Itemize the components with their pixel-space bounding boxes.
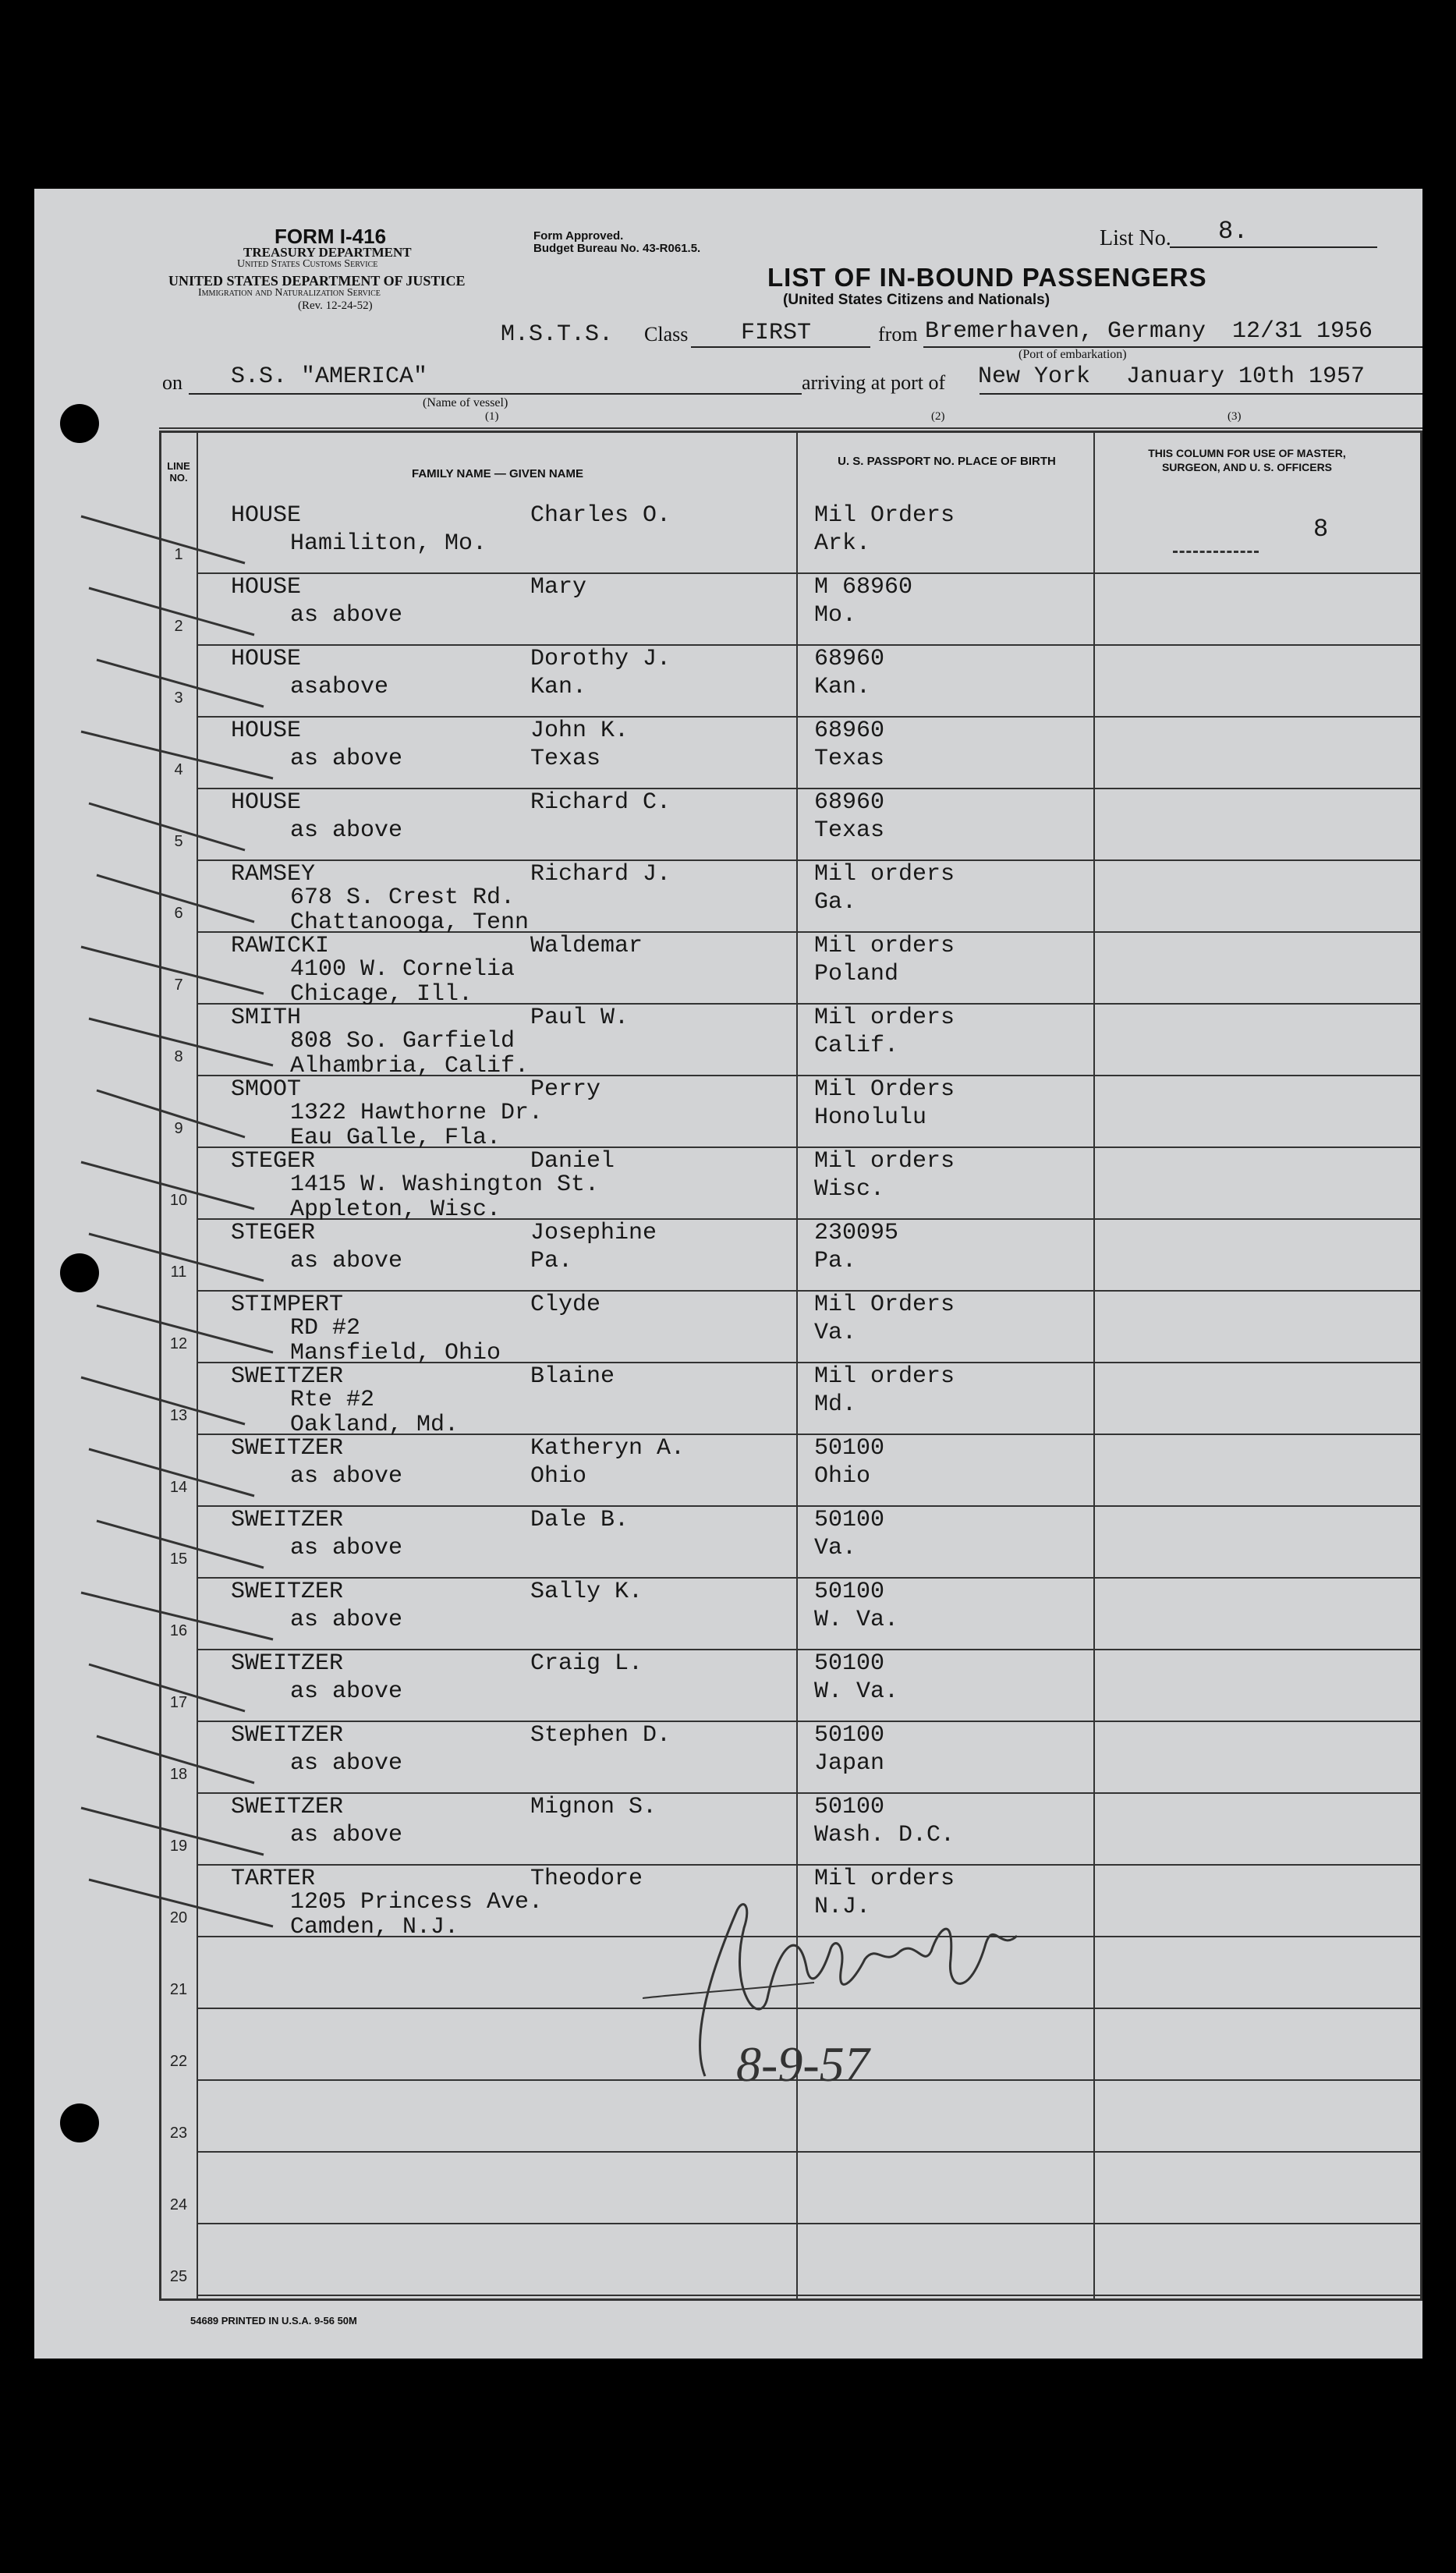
row-family-name: SWEITZER: [231, 1507, 344, 1533]
row-divider: [197, 2295, 1422, 2296]
row-line-number: 18: [169, 1766, 188, 1783]
margin-tick: [97, 1090, 245, 1137]
row-line-number: 8: [174, 1048, 183, 1065]
margin-tick: [81, 732, 273, 778]
row-passport-no: 68960: [814, 646, 885, 672]
port-embark-caption: (Port of embarkation): [1018, 348, 1127, 361]
embark-date: 12/31 1956: [1232, 318, 1373, 345]
row-passport-no: Mil Orders: [814, 502, 955, 529]
row-address-2: Pa.: [530, 1248, 573, 1274]
dept-treasury: TREASURY DEPARTMENT: [243, 245, 412, 260]
row-address-1: 678 S. Crest Rd.: [290, 884, 515, 911]
row-family-name: HOUSE: [231, 646, 302, 672]
row-family-name: SWEITZER: [231, 1435, 344, 1462]
margin-tick: [81, 516, 245, 563]
row-line-number: 19: [169, 1838, 188, 1855]
row-family-name: SMITH: [231, 1005, 302, 1031]
row-given-name: Josephine: [530, 1220, 657, 1246]
row-given-name: Sally K.: [530, 1579, 643, 1605]
row-family-name: HOUSE: [231, 718, 302, 744]
vessel-caption: (Name of vessel): [423, 396, 508, 409]
row-divider: [197, 2223, 1422, 2224]
row-place-of-birth: N.J.: [814, 1894, 871, 1920]
row-line-number: 21: [169, 1981, 188, 1998]
row-passport-no: Mil Orders: [814, 1292, 955, 1318]
row-passport-no: 50100: [814, 1650, 885, 1677]
row-given-name: Richard C.: [530, 789, 671, 816]
row-address-1: 4100 W. Cornelia: [290, 956, 515, 983]
row-line-number: 23: [169, 2125, 188, 2142]
row-place-of-birth: Calif.: [814, 1033, 899, 1059]
row-line-number: 20: [169, 1909, 188, 1926]
row-given-name: Theodore: [530, 1866, 643, 1892]
row-address-1: as above: [290, 817, 403, 844]
col3-number: (3): [1228, 410, 1242, 423]
row-line-number: 7: [174, 976, 183, 994]
row-line-number: 4: [174, 761, 183, 778]
list-no-label: List No.: [1100, 226, 1171, 250]
row-given-name: Katheryn A.: [530, 1435, 685, 1462]
row-line-number: 6: [174, 905, 183, 922]
row-family-name: SMOOT: [231, 1076, 302, 1103]
signature-scrawl: [643, 1897, 1126, 2084]
row-address-2: Appleton, Wisc.: [290, 1196, 501, 1223]
col2-number: (2): [931, 410, 945, 423]
col-header-passport: U. S. PASSPORT NO. PLACE OF BIRTH: [838, 455, 1056, 468]
row-divider: [197, 1864, 1422, 1866]
row-place-of-birth: Md.: [814, 1391, 857, 1418]
row-address-1: as above: [290, 1463, 403, 1490]
row-line-number: 13: [169, 1407, 188, 1424]
class-line: [691, 346, 870, 348]
row-address-1: as above: [290, 1678, 403, 1705]
row-family-name: STIMPERT: [231, 1292, 344, 1318]
row-family-name: SWEITZER: [231, 1794, 344, 1820]
row-given-name: Dorothy J.: [530, 646, 671, 672]
row-address-2: Eau Galle, Fla.: [290, 1125, 501, 1151]
list-no-line: [1170, 246, 1377, 248]
row-address-1: as above: [290, 1248, 403, 1274]
row-passport-no: 50100: [814, 1579, 885, 1605]
row-place-of-birth: Poland: [814, 961, 899, 987]
row-place-of-birth: Va.: [814, 1535, 857, 1561]
row-divider: [197, 1290, 1422, 1292]
from-line: [923, 346, 1422, 348]
row-line-number: 14: [169, 1479, 188, 1496]
row-given-name: Clyde: [530, 1292, 601, 1318]
arrival-line: [980, 393, 1422, 395]
vessel-name: S.S. "AMERICA": [231, 363, 428, 390]
row-family-name: HOUSE: [231, 789, 302, 816]
row-passport-no: Mil orders: [814, 861, 955, 888]
on-label: on: [162, 371, 182, 394]
row-address-1: as above: [290, 602, 403, 629]
margin-tick: [97, 660, 264, 707]
vessel-line: [189, 393, 802, 395]
row-line-number: 17: [169, 1694, 188, 1711]
row-address-2: Chattanooga, Tenn: [290, 909, 530, 936]
row-given-name: Perry: [530, 1076, 601, 1103]
row-family-name: RAMSEY: [231, 861, 316, 888]
dept-treasury-sub: United States Customs Service: [237, 258, 378, 270]
row-family-name: TARTER: [231, 1866, 316, 1892]
row-place-of-birth: W. Va.: [814, 1607, 899, 1633]
row-address-2: Texas: [530, 746, 601, 772]
col-header-officers: THIS COLUMN FOR USE OF MASTER, SURGEON, AND U. S. OFFICERS: [1148, 447, 1346, 473]
row-family-name: SWEITZER: [231, 1579, 344, 1605]
class-value: FIRST: [741, 320, 812, 346]
row-passport-no: Mil Orders: [814, 1076, 955, 1103]
row-divider: [197, 1649, 1422, 1650]
dept-justice: UNITED STATES DEPARTMENT OF JUSTICE: [168, 273, 466, 289]
row-line-number: 24: [169, 2196, 188, 2213]
signature-date: 8-9-57: [736, 2036, 870, 2092]
row-passport-no: Mil orders: [814, 1148, 955, 1175]
form-number: FORM I-416: [275, 225, 387, 248]
arrival-port: New York: [978, 363, 1091, 390]
row-given-name: Paul W.: [530, 1005, 629, 1031]
margin-tick: [97, 1306, 273, 1352]
margin-tick: [97, 1521, 264, 1568]
arrival-date: January 10th 1957: [1126, 363, 1366, 390]
row-address-1: as above: [290, 1750, 403, 1777]
row-address-1: Rte #2: [290, 1387, 375, 1413]
row-given-name: Mignon S.: [530, 1794, 657, 1820]
from-label: from: [878, 323, 918, 346]
row-line-number: 25: [169, 2268, 188, 2285]
row-address-1: 1415 W. Washington St.: [290, 1171, 600, 1198]
row-given-name: Blaine: [530, 1363, 615, 1390]
row-given-name: John K.: [530, 718, 629, 744]
margin-tick: [89, 1449, 254, 1496]
form-title: LIST OF IN-BOUND PASSENGERS: [767, 263, 1207, 292]
arriving-label: arriving at port of: [802, 371, 946, 394]
row-address-1: as above: [290, 1607, 403, 1633]
row-divider: [197, 1792, 1422, 1794]
row-given-name: Richard J.: [530, 861, 671, 888]
margin-tick: [89, 1880, 273, 1926]
row-place-of-birth: Mo.: [814, 602, 857, 629]
row-address-1: as above: [290, 746, 403, 772]
row-place-of-birth: Pa.: [814, 1248, 857, 1274]
row-family-name: HOUSE: [231, 574, 302, 601]
msts-label: M.S.T.S.: [501, 321, 614, 348]
row-place-of-birth: Ga.: [814, 889, 857, 916]
row-passport-no: 50100: [814, 1794, 885, 1820]
row-address-2: Kan.: [530, 674, 587, 700]
row-family-name: SWEITZER: [231, 1363, 344, 1390]
officer-check-dashes: [1173, 551, 1259, 553]
row-family-name: SWEITZER: [231, 1650, 344, 1677]
margin-tick: [97, 1736, 254, 1783]
row-passport-no: 230095: [814, 1220, 899, 1246]
margin-tick: [81, 1377, 245, 1424]
row-line-number: 22: [169, 2053, 188, 2070]
margin-tick: [89, 588, 254, 635]
row-passport-no: 50100: [814, 1435, 885, 1462]
col-header-lineno: LINE NO.: [167, 460, 190, 484]
vessel-col-number: (1): [485, 410, 499, 423]
table-top-double: [159, 427, 1422, 429]
list-no-value: 8.: [1218, 217, 1249, 246]
budget-bureau: Budget Bureau No. 43-R061.5.: [533, 242, 701, 255]
row-line-number: 2: [174, 618, 183, 635]
punch-hole-top: [60, 404, 99, 443]
row-passport-no: 68960: [814, 789, 885, 816]
row-given-name: Stephen D.: [530, 1722, 671, 1749]
row-line-number: 12: [169, 1335, 188, 1352]
row-divider: [197, 1721, 1422, 1722]
row-place-of-birth: Honolulu: [814, 1104, 927, 1131]
margin-tick: [89, 803, 245, 850]
row-given-name: Dale B.: [530, 1507, 629, 1533]
row-address-1: as above: [290, 1535, 403, 1561]
row-address-1: asabove: [290, 674, 389, 700]
row-address-2: Oakland, Md.: [290, 1412, 459, 1438]
row-given-name: Craig L.: [530, 1650, 643, 1677]
row-divider: [197, 788, 1422, 789]
row-address-2: Alhambria, Calif.: [290, 1053, 530, 1079]
row-address-2: Mansfield, Ohio: [290, 1340, 501, 1366]
row-family-name: HOUSE: [231, 502, 302, 529]
form-subtitle: (United States Citizens and Nationals): [783, 292, 1050, 308]
row-line-number: 1: [174, 546, 183, 563]
margin-tick: [97, 875, 254, 922]
row-passport-no: Mil orders: [814, 1005, 955, 1031]
row-place-of-birth: Wash. D.C.: [814, 1822, 955, 1848]
row-divider: [197, 859, 1422, 861]
dept-justice-sub: Immigration and Naturalization Service: [198, 287, 381, 299]
col-header-name: FAMILY NAME — GIVEN NAME: [411, 467, 584, 480]
row-address-1: 808 So. Garfield: [290, 1028, 515, 1054]
row-address-1: 1322 Hawthorne Dr.: [290, 1100, 544, 1126]
margin-pencil-ticks: [34, 446, 284, 2162]
row-place-of-birth: Ohio: [814, 1463, 871, 1490]
row-family-name: SWEITZER: [231, 1722, 344, 1749]
row-place-of-birth: Wisc.: [814, 1176, 885, 1203]
row-line-number: 5: [174, 833, 183, 850]
row-address-1: 1205 Princess Ave.: [290, 1889, 544, 1916]
row-divider: [197, 1577, 1422, 1579]
row-address-2: Camden, N.J.: [290, 1914, 459, 1940]
row-place-of-birth: W. Va.: [814, 1678, 899, 1705]
row-family-name: STEGER: [231, 1220, 316, 1246]
row-family-name: RAWICKI: [231, 933, 330, 959]
margin-tick: [81, 947, 264, 994]
row-given-name: Daniel: [530, 1148, 615, 1175]
form-approved: Form Approved.: [533, 229, 624, 243]
row-line-number: 16: [169, 1622, 188, 1639]
row-place-of-birth: Japan: [814, 1750, 885, 1777]
form-revision: (Rev. 12-24-52): [298, 299, 373, 312]
row-divider: [197, 716, 1422, 718]
row-passport-no: Mil orders: [814, 933, 955, 959]
row-address-1: Hamiliton, Mo.: [290, 530, 487, 557]
row-given-name: Charles O.: [530, 502, 671, 529]
row-address-2: Chicage, Ill.: [290, 981, 473, 1008]
margin-tick: [89, 1019, 273, 1065]
row-place-of-birth: Texas: [814, 746, 885, 772]
row-address-1: RD #2: [290, 1315, 361, 1341]
row-address-1: as above: [290, 1822, 403, 1848]
row-divider: [197, 2151, 1422, 2153]
row-line-number: 15: [169, 1551, 188, 1568]
row-line-number: 10: [169, 1192, 188, 1209]
officer-mark: 8: [1313, 515, 1329, 544]
row-divider: [197, 1505, 1422, 1507]
row-place-of-birth: Texas: [814, 817, 885, 844]
margin-tick: [89, 1664, 245, 1711]
row-divider: [197, 644, 1422, 646]
row-place-of-birth: Ark.: [814, 530, 871, 557]
row-line-number: 3: [174, 689, 183, 707]
row-place-of-birth: Kan.: [814, 674, 871, 700]
row-line-number: 11: [170, 1263, 187, 1281]
form-page: [34, 189, 1422, 2359]
margin-tick: [81, 1808, 264, 1855]
row-family-name: STEGER: [231, 1148, 316, 1175]
row-passport-no: Mil orders: [814, 1363, 955, 1390]
row-given-name: Mary: [530, 574, 587, 601]
row-passport-no: 50100: [814, 1507, 885, 1533]
margin-tick: [81, 1162, 254, 1209]
row-passport-no: 50100: [814, 1722, 885, 1749]
margin-tick: [89, 1234, 264, 1281]
row-place-of-birth: Va.: [814, 1320, 857, 1346]
row-passport-no: 68960: [814, 718, 885, 744]
row-divider: [197, 572, 1422, 574]
row-line-number: 9: [174, 1120, 183, 1137]
class-label: Class: [644, 323, 689, 346]
row-address-2: Ohio: [530, 1463, 587, 1490]
margin-tick: [81, 1593, 273, 1639]
row-passport-no: M 68960: [814, 574, 913, 601]
row-passport-no: Mil orders: [814, 1866, 955, 1892]
print-code: 54689 PRINTED IN U.S.A. 9-56 50M: [190, 2315, 357, 2327]
embark-port: Bremerhaven, Germany: [925, 318, 1206, 345]
row-given-name: Waldemar: [530, 933, 643, 959]
